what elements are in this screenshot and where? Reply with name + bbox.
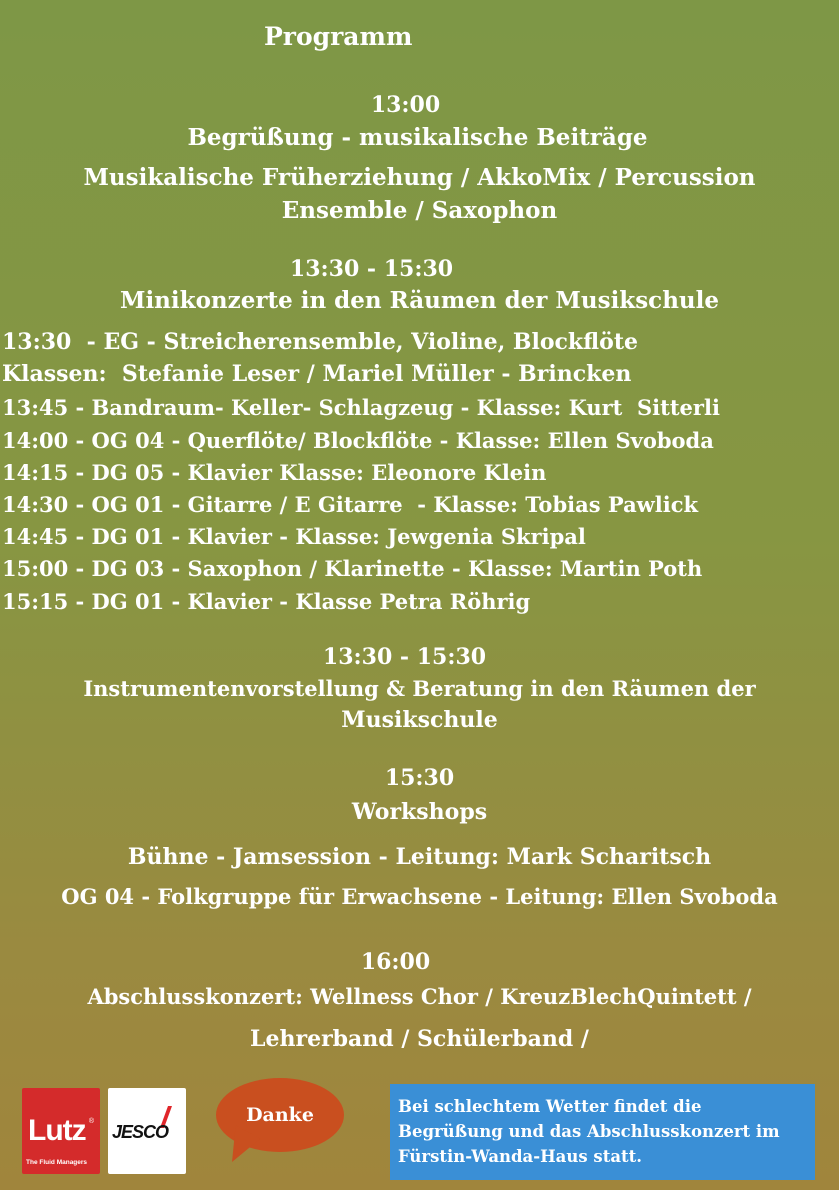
block4-heading: Workshops bbox=[351, 799, 488, 825]
schedule-entry: 15:00 - DG 03 - Saxophon / Klarinette - Klasse: Martin Poth bbox=[2, 556, 703, 581]
block3-time: 13:30 - 15:30 bbox=[322, 644, 487, 670]
weather-notice: Bei schlechtem Wetter findet die Begrüßung und das Abschlusskonzert im Fürstin-Wanda-Haus statt. bbox=[390, 1084, 815, 1180]
jesco-logo: JESCO bbox=[108, 1088, 186, 1174]
block5-line2: Lehrerband / Schülerband / bbox=[250, 1026, 589, 1052]
workshop-entry: Bühne - Jamsession - Leitung: Mark Scharitsch bbox=[127, 844, 712, 870]
schedule-entry: 13:30 - EG - Streicherensemble, Violine, Blockflöte bbox=[2, 329, 638, 355]
schedule-entry: 14:15 - DG 05 - Klavier Klasse: Eleonore Klein bbox=[2, 460, 547, 485]
schedule-entry: 13:45 - Bandraum- Keller- Schlagzeug - Klasse: Kurt Sitterli bbox=[2, 395, 720, 420]
block3-heading-line1: Instrumentenvorstellung & Beratung in den Räumen der bbox=[83, 676, 756, 701]
schedule-entry: 15:15 - DG 01 - Klavier - Klasse Petra Röhrig bbox=[2, 589, 531, 614]
workshop-entry: OG 04 - Folkgruppe für Erwachsene - Leitung: Ellen Svoboda bbox=[61, 884, 778, 909]
block1-line2: Ensemble / Saxophon bbox=[281, 197, 558, 224]
block1-heading: Begrüßung - musikalische Beiträge bbox=[187, 124, 648, 151]
finale-label: Abschlusskonzert: bbox=[87, 984, 303, 1009]
lutz-tagline: The Fluid Managers bbox=[26, 1159, 88, 1166]
schedule-entry: 14:45 - DG 01 - Klavier - Klasse: Jewgenia Skripal bbox=[2, 524, 586, 549]
page-title: Programm bbox=[264, 22, 413, 51]
block1-line1: Musikalische Früherziehung / AkkoMix / Percussion bbox=[83, 164, 756, 191]
thanks-text: Danke bbox=[246, 1104, 314, 1126]
block4-time: 15:30 bbox=[384, 765, 455, 791]
lutz-logo: Lutz ® The Fluid Managers bbox=[22, 1088, 100, 1174]
block5-time: 16:00 bbox=[360, 949, 431, 975]
block2-time: 13:30 - 15:30 bbox=[289, 256, 454, 282]
schedule-entry: 14:30 - OG 01 - Gitarre / E Gitarre - Klasse: Tobias Pawlick bbox=[2, 492, 699, 517]
block1-time: 13:00 bbox=[370, 92, 441, 118]
schedule-entry: Klassen: Stefanie Leser / Mariel Müller - Brincken bbox=[2, 361, 632, 387]
schedule-entry: 14:00 - OG 04 - Querflöte/ Blockflöte - Klasse: Ellen Svoboda bbox=[2, 428, 714, 453]
block2-heading: Minikonzerte in den Räumen der Musikschule bbox=[119, 287, 720, 314]
block3-heading-line2: Musikschule bbox=[341, 707, 498, 733]
block5-line1: Abschlusskonzert: Wellness Chor / KreuzBlechQuintett / bbox=[87, 984, 752, 1009]
